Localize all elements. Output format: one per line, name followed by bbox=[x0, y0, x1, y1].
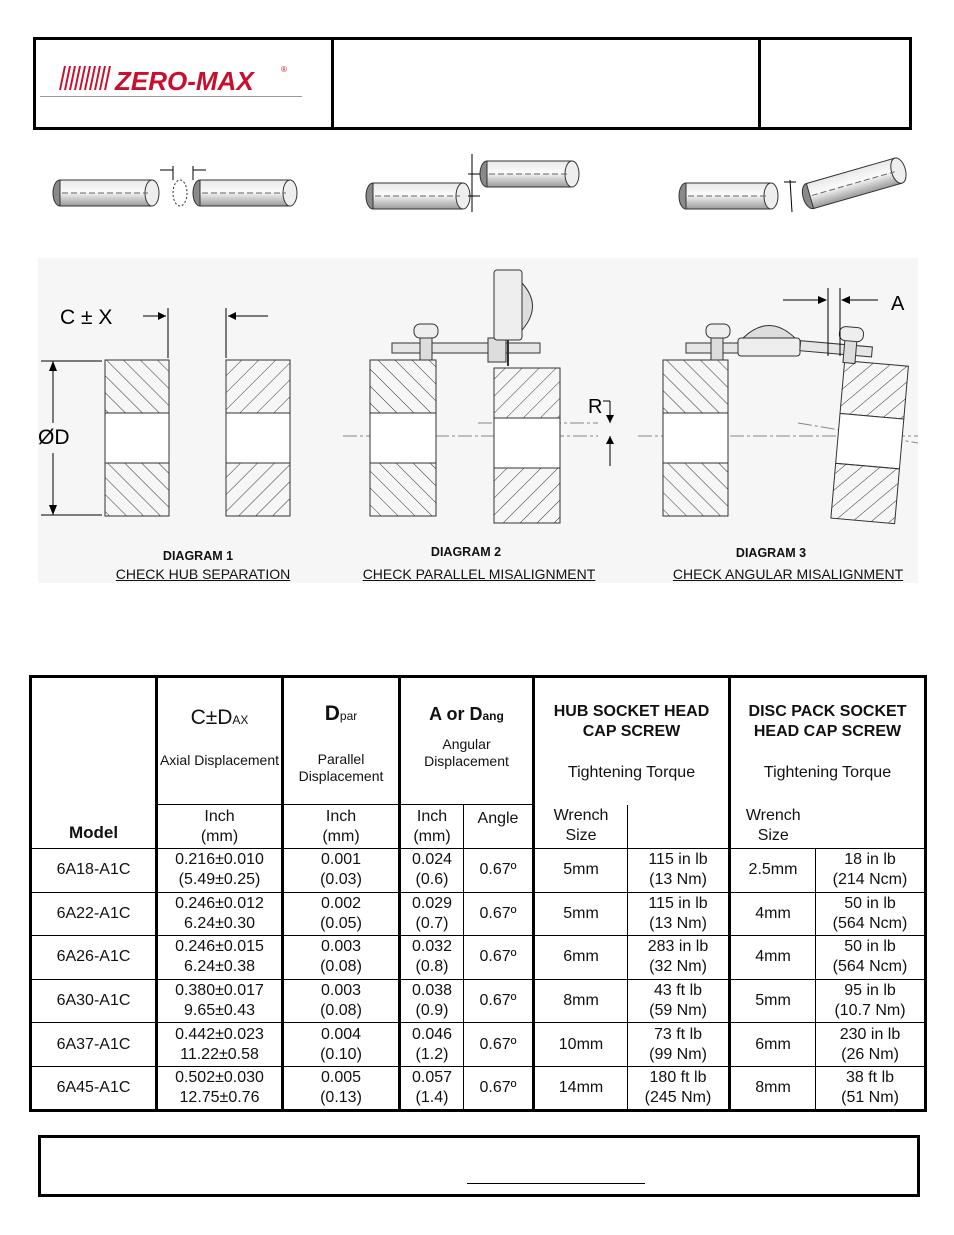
parallel-cell: 0.005 (0.13) bbox=[283, 1066, 400, 1110]
axial-cell: 0.380±0.017 9.65±0.43 bbox=[157, 979, 283, 1023]
angular-cell: 0.024 (0.6) bbox=[400, 849, 464, 893]
model-cell: 6A45-A1C bbox=[31, 1066, 157, 1110]
model-cell: 6A18-A1C bbox=[31, 849, 157, 893]
table-row bbox=[31, 892, 926, 936]
r-label: R bbox=[588, 396, 603, 418]
footer-link-underline[interactable] bbox=[467, 1183, 645, 1184]
angle-unit: Angle bbox=[464, 805, 534, 849]
axial-cell: 0.502±0.030 12.75±0.76 bbox=[157, 1066, 283, 1110]
disc-wrench-cell: 2.5mm bbox=[730, 849, 816, 893]
diagram-1-caption: CHECK HUB SEPARATION bbox=[115, 566, 291, 582]
hub-wrench-cell: 5mm bbox=[534, 892, 628, 936]
model-cell: 6A30-A1C bbox=[31, 979, 157, 1023]
hub-torque-cell: 283 in lb (32 Nm) bbox=[628, 936, 730, 980]
axial-cell: 0.246±0.012 6.24±0.30 bbox=[157, 892, 283, 936]
hub-torque-cell: 73 ft lb (99 Nm) bbox=[628, 1023, 730, 1067]
header-divider bbox=[758, 40, 761, 127]
hub-torque-cell: 115 in lb (13 Nm) bbox=[628, 892, 730, 936]
disc-torque-cell: 38 ft lb (51 Nm) bbox=[816, 1066, 926, 1110]
diagram-3-title: DIAGRAM 3 bbox=[735, 546, 807, 560]
a-label: A bbox=[891, 293, 905, 315]
logo-wordmark: ZERO-MAX bbox=[115, 66, 254, 96]
angular-cell: 0.038 (0.9) bbox=[400, 979, 464, 1023]
diagram-1-drawing bbox=[38, 306, 290, 516]
model-cell: 6A26-A1C bbox=[31, 936, 157, 980]
axial-shafts-icon bbox=[53, 166, 297, 206]
angle-cell: 0.67º bbox=[464, 979, 534, 1023]
disc-wrench-cell: 4mm bbox=[730, 936, 816, 980]
hub-wrench-cell: 8mm bbox=[534, 979, 628, 1023]
disc-screw-header: DISC PACK SOCKET HEAD CAP SCREW Tightening Torque bbox=[730, 677, 926, 805]
angle-cell: 0.67º bbox=[464, 1066, 534, 1110]
hub-torque-cell: 180 ft lb (245 Nm) bbox=[628, 1066, 730, 1110]
angle-cell: 0.67º bbox=[464, 892, 534, 936]
disc-torque-cell: 230 in lb (26 Nm) bbox=[816, 1023, 926, 1067]
table-row bbox=[31, 979, 926, 1023]
shaft-alignment-illustrations bbox=[40, 150, 920, 230]
disc-torque-cell: 50 in lb (564 Ncm) bbox=[816, 892, 926, 936]
axial-cell: 0.442±0.023 11.22±0.58 bbox=[157, 1023, 283, 1067]
diagram-2-title: DIAGRAM 2 bbox=[430, 545, 502, 559]
table-header-row bbox=[31, 677, 926, 805]
parallel-cell: 0.001 (0.03) bbox=[283, 849, 400, 893]
disc-wrench-cell: 5mm bbox=[730, 979, 816, 1023]
angular-cell: 0.046 (1.2) bbox=[400, 1023, 464, 1067]
logo-trademark: ® bbox=[281, 65, 287, 74]
angular-units: Inch (mm) bbox=[400, 805, 464, 849]
diagram-2-caption: CHECK PARALLEL MISALIGNMENT bbox=[362, 566, 596, 582]
hub-wrench-cell: 6mm bbox=[534, 936, 628, 980]
disc-torque-cell: 18 in lb (214 Ncm) bbox=[816, 849, 926, 893]
zero-max-logo bbox=[55, 60, 300, 100]
c-x-label: C ± X bbox=[60, 306, 113, 329]
parallel-header: Dpar Parallel Displacement bbox=[283, 677, 400, 805]
angle-cell: 0.67º bbox=[464, 936, 534, 980]
diagram-2-drawing bbox=[343, 270, 614, 523]
disc-torque-unit-header bbox=[816, 805, 926, 849]
parallel-cell: 0.003 (0.08) bbox=[283, 936, 400, 980]
spec-table bbox=[29, 675, 927, 1112]
angular-cell: 0.029 (0.7) bbox=[400, 892, 464, 936]
parallel-shafts-icon bbox=[366, 154, 579, 212]
parallel-cell: 0.002 (0.05) bbox=[283, 892, 400, 936]
angular-cell: 0.057 (1.4) bbox=[400, 1066, 464, 1110]
disc-wrench-cell: 8mm bbox=[730, 1066, 816, 1110]
model-cell: 6A37-A1C bbox=[31, 1023, 157, 1067]
table-row bbox=[31, 849, 926, 893]
axial-cell: 0.246±0.015 6.24±0.38 bbox=[157, 936, 283, 980]
header-divider bbox=[331, 40, 334, 127]
model-cell: 6A22-A1C bbox=[31, 892, 157, 936]
hub-wrench-cell: 14mm bbox=[534, 1066, 628, 1110]
footer-box bbox=[38, 1135, 920, 1197]
diagram-1-title: DIAGRAM 1 bbox=[162, 549, 234, 563]
diameter-label: ØD bbox=[38, 426, 70, 449]
angular-header: A or Dang Angular Displacement bbox=[400, 677, 534, 805]
axial-header: C±DAX Axial Displacement bbox=[157, 677, 283, 805]
disc-wrench-cell: 4mm bbox=[730, 892, 816, 936]
hub-screw-header: HUB SOCKET HEAD CAP SCREW Tightening Torque bbox=[534, 677, 730, 805]
axial-cell: 0.216±0.010 (5.49±0.25) bbox=[157, 849, 283, 893]
disc-wrench-cell: 6mm bbox=[730, 1023, 816, 1067]
disc-torque-cell: 95 in lb (10.7 Nm) bbox=[816, 979, 926, 1023]
table-row bbox=[31, 1066, 926, 1110]
angular-shafts-icon bbox=[679, 156, 909, 212]
angle-cell: 0.67º bbox=[464, 1023, 534, 1067]
disc-torque-cell: 50 in lb (564 Ncm) bbox=[816, 936, 926, 980]
angle-cell: 0.67º bbox=[464, 849, 534, 893]
parallel-units: Inch (mm) bbox=[283, 805, 400, 849]
disc-wrench-size-header: Wrench Size bbox=[730, 805, 816, 849]
hub-wrench-size-header: Wrench Size bbox=[534, 805, 628, 849]
hub-torque-cell: 115 in lb (13 Nm) bbox=[628, 849, 730, 893]
diagram-3-caption: CHECK ANGULAR MISALIGNMENT bbox=[672, 566, 904, 582]
hub-wrench-cell: 10mm bbox=[534, 1023, 628, 1067]
table-row bbox=[31, 1023, 926, 1067]
misalignment-diagrams bbox=[38, 258, 918, 558]
diagram-3-drawing bbox=[638, 288, 918, 524]
table-row bbox=[31, 936, 926, 980]
angular-cell: 0.032 (0.8) bbox=[400, 936, 464, 980]
axial-units: Inch (mm) bbox=[157, 805, 283, 849]
hub-wrench-cell: 5mm bbox=[534, 849, 628, 893]
model-header: Model bbox=[31, 677, 157, 849]
parallel-cell: 0.003 (0.08) bbox=[283, 979, 400, 1023]
hub-torque-unit-header bbox=[628, 805, 730, 849]
logo-underline bbox=[40, 96, 302, 97]
hub-torque-cell: 43 ft lb (59 Nm) bbox=[628, 979, 730, 1023]
parallel-cell: 0.004 (0.10) bbox=[283, 1023, 400, 1067]
table-units-row bbox=[31, 805, 926, 849]
